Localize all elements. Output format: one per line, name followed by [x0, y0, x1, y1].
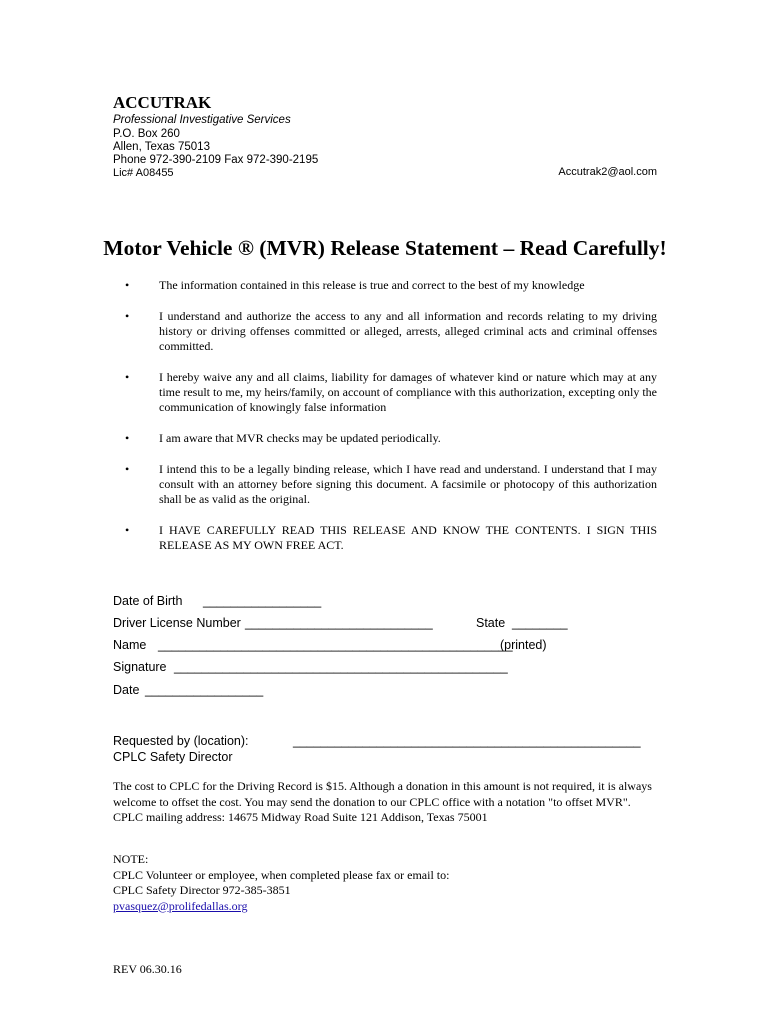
company-name: ACCUTRAK: [113, 93, 212, 112]
list-item: • I am aware that MVR checks may be updated periodically.: [125, 431, 441, 445]
bullet-icon: •: [125, 523, 130, 537]
license-field[interactable]: ___________________________: [245, 616, 433, 630]
address-line-2: Allen, Texas 75013: [113, 141, 210, 153]
bullet-icon: •: [125, 370, 130, 384]
phone-fax: Phone 972-390-2109 Fax 972-390-2195: [113, 154, 319, 166]
license-label: Driver License Number: [113, 616, 241, 630]
release-statements: [113, 278, 657, 569]
revision-label: REV 06.30.16: [113, 962, 182, 976]
dob-field[interactable]: _________________: [203, 594, 322, 608]
note-email-link[interactable]: pvasquez@prolifedallas.org: [113, 898, 248, 913]
bullet-icon: •: [125, 309, 130, 323]
note-line-1: CPLC Volunteer or employee, when completed please fax or email to:: [113, 867, 450, 882]
state-field[interactable]: ________: [512, 616, 568, 630]
list-item: • I understand and authorize the access to any and all information and records relating to my driving history or driving offenses committed or alleged, arrests, alleged criminal acts and criminal offenses committed.: [125, 309, 657, 353]
note-heading: NOTE:: [113, 852, 149, 866]
signature-field[interactable]: ________________________________________________: [174, 660, 508, 674]
date-field[interactable]: _________________: [145, 683, 264, 697]
signature-label: Signature: [113, 660, 167, 674]
license-number: Lic# A08455: [113, 167, 174, 179]
bullet-icon: •: [125, 462, 130, 476]
list-item: • I hereby waive any and all claims, liability for damages of whatever kind or nature which may at any time result to me, my heirs/family, on account of compliance with this authorization, excepting only the communication of knowingly false information: [125, 370, 657, 414]
note-line-2: CPLC Safety Director 972-385-3851: [113, 883, 291, 897]
page-title: Motor Vehicle ® (MVR) Release Statement – Read Carefully!: [103, 236, 667, 260]
name-field[interactable]: ___________________________________________________: [158, 638, 513, 652]
requested-by-field[interactable]: __________________________________________________: [293, 734, 641, 748]
list-item: • The information contained in this release is true and correct to the best of my knowledge: [125, 278, 585, 292]
cost-paragraph: The cost to CPLC for the Driving Record is $15. Although a donation in this amount is not required, it is always welcome to offset the cost. You may send the donation to our CPLC office with a notation "to offset MVR". CPLC mailing address: 14675 Midway Road Suite 121 Addison, Texas 75001: [113, 779, 652, 824]
dob-label: Date of Birth: [113, 594, 183, 608]
requested-by-label: Requested by (location):: [113, 734, 249, 748]
name-label: Name: [113, 638, 147, 652]
list-item: • I intend this to be a legally binding release, which I have read and understand. I understand that I may consult with an attorney before signing this document. A facsimile or photocopy of this authorization shall be as valid as the original.: [125, 462, 657, 506]
date-label: Date: [113, 683, 140, 697]
note-block: [113, 852, 449, 914]
company-tagline: Professional Investigative Services: [113, 114, 291, 126]
header-email: Accutrak2@aol.com: [558, 166, 657, 178]
list-item: • I HAVE CAREFULLY READ THIS RELEASE AND KNOW THE CONTENTS. I SIGN THIS RELEASE AS MY OWN FREE ACT.: [125, 523, 657, 552]
name-printed-note: (printed): [500, 638, 547, 652]
address-line-1: P.O. Box 260: [113, 128, 180, 140]
bullet-icon: •: [125, 278, 130, 292]
bullet-icon: •: [125, 431, 130, 445]
requested-by-sub: CPLC Safety Director: [113, 750, 233, 764]
state-label: State: [476, 616, 506, 630]
